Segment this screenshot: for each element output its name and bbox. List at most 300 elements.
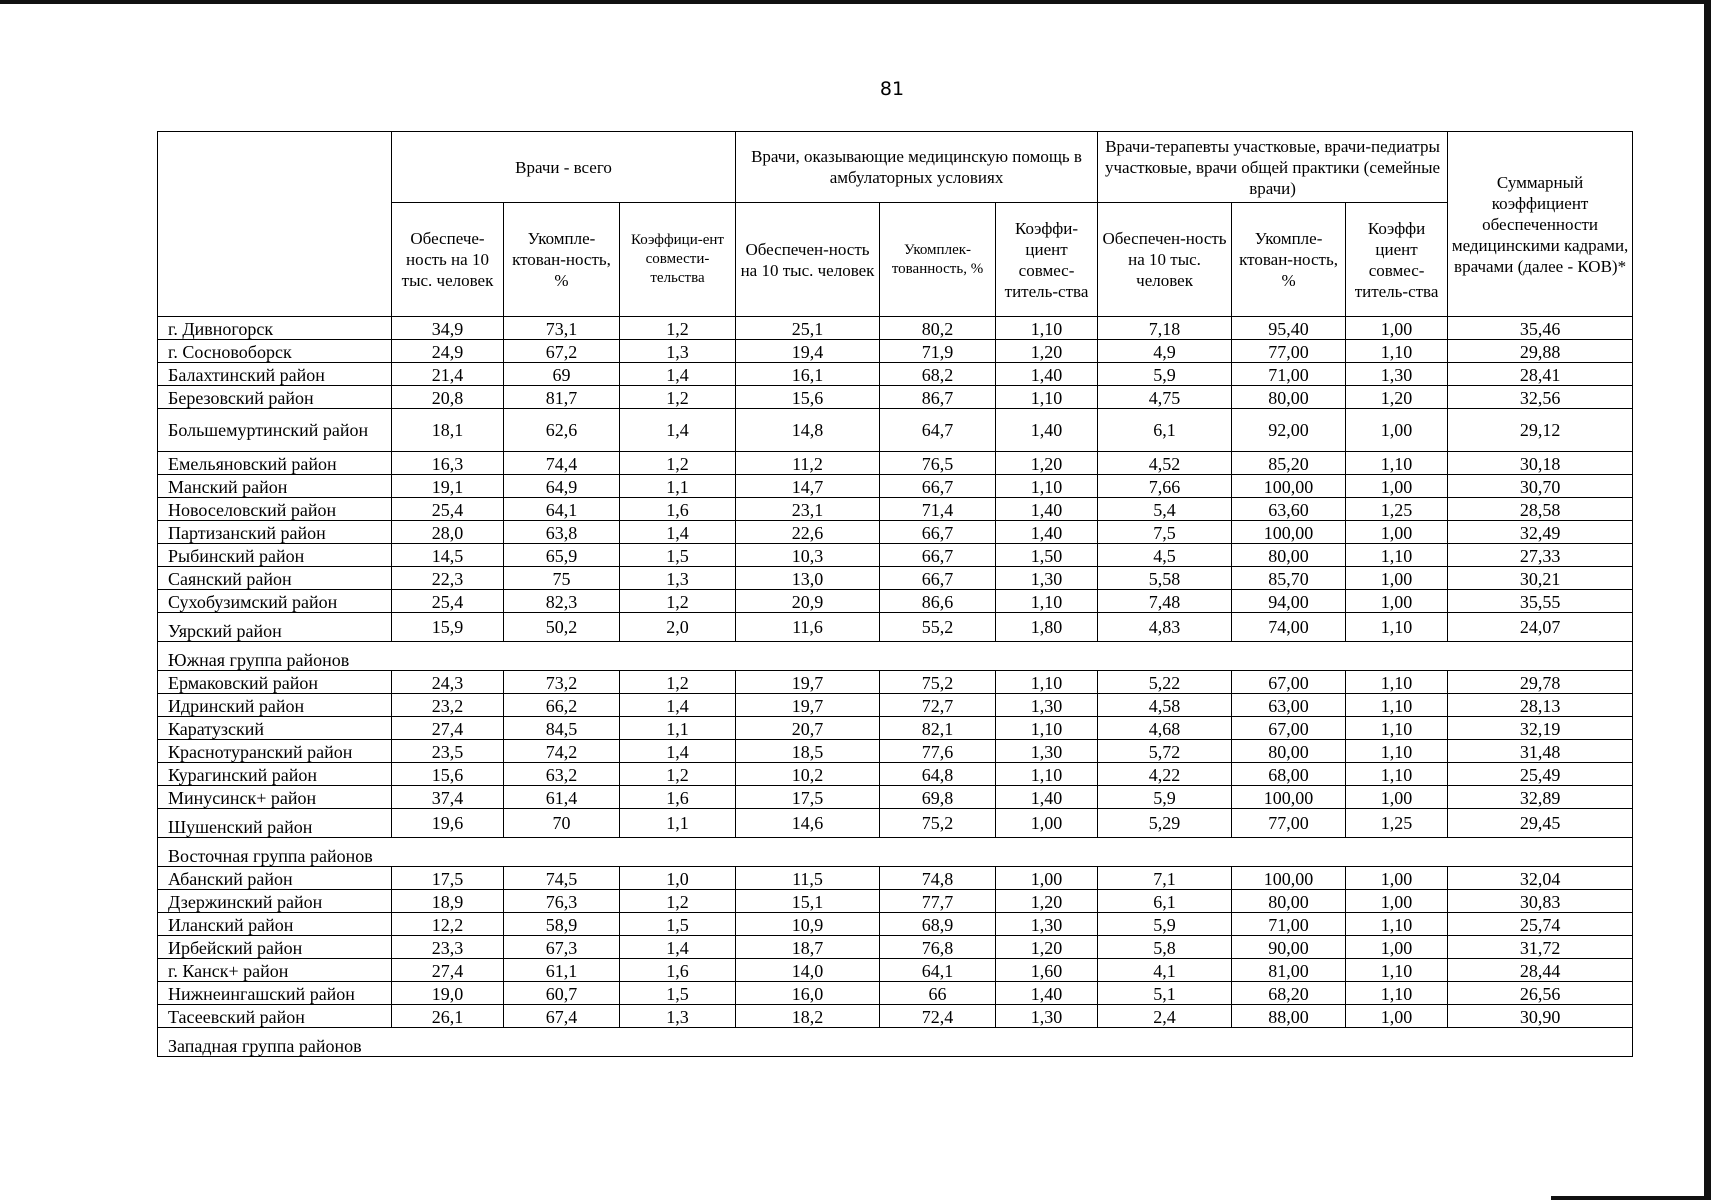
value-cell: 1,40: [996, 982, 1098, 1005]
value-cell: 17,5: [392, 867, 504, 890]
value-cell: 67,00: [1232, 717, 1346, 740]
value-cell: 18,7: [736, 936, 880, 959]
value-cell: 10,2: [736, 763, 880, 786]
table-row: [158, 671, 1633, 694]
value-cell: 1,00: [1346, 317, 1448, 340]
value-cell: 1,20: [996, 452, 1098, 475]
value-cell: 32,56: [1448, 386, 1633, 409]
value-cell: 7,48: [1098, 590, 1232, 613]
table-row: [158, 786, 1633, 809]
value-cell: 4,5: [1098, 544, 1232, 567]
value-cell: 50,2: [504, 613, 620, 642]
scan-edge-bottom: [1551, 1196, 1711, 1200]
value-cell: 1,1: [620, 809, 736, 838]
table-row: [158, 317, 1633, 340]
value-cell: 67,2: [504, 340, 620, 363]
value-cell: 67,4: [504, 1005, 620, 1028]
value-cell: 63,60: [1232, 498, 1346, 521]
value-cell: 1,60: [996, 959, 1098, 982]
table-row: [158, 544, 1633, 567]
value-cell: 24,3: [392, 671, 504, 694]
value-cell: 31,48: [1448, 740, 1633, 763]
value-cell: 85,20: [1232, 452, 1346, 475]
value-cell: 77,6: [880, 740, 996, 763]
header-ter-staffing: Укомпле-ктован-ность, %: [1232, 203, 1346, 317]
value-cell: 4,75: [1098, 386, 1232, 409]
value-cell: 1,4: [620, 740, 736, 763]
value-cell: 1,10: [1346, 982, 1448, 1005]
value-cell: 94,00: [1232, 590, 1346, 613]
table-row: [158, 409, 1633, 452]
value-cell: 80,00: [1232, 740, 1346, 763]
header-row-groups: [158, 132, 1633, 203]
value-cell: 25,74: [1448, 913, 1633, 936]
table-row: [158, 740, 1633, 763]
value-cell: 1,00: [1346, 936, 1448, 959]
value-cell: 81,7: [504, 386, 620, 409]
value-cell: 60,7: [504, 982, 620, 1005]
value-cell: 73,1: [504, 317, 620, 340]
value-cell: 7,18: [1098, 317, 1232, 340]
value-cell: 25,1: [736, 317, 880, 340]
value-cell: 1,10: [1346, 613, 1448, 642]
table-row: [158, 567, 1633, 590]
value-cell: 90,00: [1232, 936, 1346, 959]
table-row: [158, 890, 1633, 913]
value-cell: 23,1: [736, 498, 880, 521]
table-row: [158, 363, 1633, 386]
value-cell: 58,9: [504, 913, 620, 936]
header-amb-coefficient: Коэффи-циент совмес-титель-ства: [996, 203, 1098, 317]
value-cell: 19,4: [736, 340, 880, 363]
value-cell: 67,3: [504, 936, 620, 959]
value-cell: 1,40: [996, 363, 1098, 386]
group-row: [158, 838, 1633, 867]
value-cell: 4,1: [1098, 959, 1232, 982]
value-cell: 16,1: [736, 363, 880, 386]
value-cell: 5,58: [1098, 567, 1232, 590]
value-cell: 64,1: [504, 498, 620, 521]
value-cell: 64,7: [880, 409, 996, 452]
value-cell: 63,8: [504, 521, 620, 544]
value-cell: 1,2: [620, 590, 736, 613]
value-cell: 1,4: [620, 409, 736, 452]
value-cell: 69,8: [880, 786, 996, 809]
value-cell: 31,72: [1448, 936, 1633, 959]
value-cell: 1,00: [1346, 590, 1448, 613]
header-group-ambulatory: Врачи, оказывающие медицинскую помощь в амбулаторных условиях: [736, 132, 1098, 203]
header-kov: Суммарный коэффициент обеспеченности медицинскими кадрами, врачами (далее - КОВ)*: [1448, 132, 1633, 317]
value-cell: 68,00: [1232, 763, 1346, 786]
value-cell: 74,4: [504, 452, 620, 475]
value-cell: 1,30: [996, 740, 1098, 763]
header-all-staffing: Укомпле-ктован-ность, %: [504, 203, 620, 317]
district-name: Шушенский район: [158, 809, 392, 838]
value-cell: 61,1: [504, 959, 620, 982]
table-row: [158, 982, 1633, 1005]
value-cell: 1,30: [996, 913, 1098, 936]
table-row: [158, 613, 1633, 642]
value-cell: 1,2: [620, 890, 736, 913]
district-name: Уярский район: [158, 613, 392, 642]
value-cell: 1,6: [620, 498, 736, 521]
value-cell: 6,1: [1098, 409, 1232, 452]
value-cell: 34,9: [392, 317, 504, 340]
value-cell: 32,89: [1448, 786, 1633, 809]
value-cell: 66,7: [880, 567, 996, 590]
value-cell: 15,1: [736, 890, 880, 913]
table-row: [158, 521, 1633, 544]
value-cell: 4,9: [1098, 340, 1232, 363]
value-cell: 10,3: [736, 544, 880, 567]
table-row: [158, 475, 1633, 498]
value-cell: 5,4: [1098, 498, 1232, 521]
value-cell: 1,3: [620, 340, 736, 363]
value-cell: 14,7: [736, 475, 880, 498]
value-cell: 1,50: [996, 544, 1098, 567]
value-cell: 30,70: [1448, 475, 1633, 498]
value-cell: 1,10: [1346, 694, 1448, 717]
value-cell: 61,4: [504, 786, 620, 809]
value-cell: 7,1: [1098, 867, 1232, 890]
value-cell: 2,0: [620, 613, 736, 642]
value-cell: 1,10: [996, 386, 1098, 409]
value-cell: 19,1: [392, 475, 504, 498]
value-cell: 1,10: [996, 763, 1098, 786]
value-cell: 1,1: [620, 475, 736, 498]
district-name: Тасеевский район: [158, 1005, 392, 1028]
value-cell: 1,10: [1346, 913, 1448, 936]
value-cell: 22,6: [736, 521, 880, 544]
value-cell: 15,9: [392, 613, 504, 642]
value-cell: 27,33: [1448, 544, 1633, 567]
value-cell: 1,10: [1346, 959, 1448, 982]
value-cell: 1,10: [1346, 544, 1448, 567]
table-row: [158, 763, 1633, 786]
value-cell: 1,40: [996, 498, 1098, 521]
value-cell: 55,2: [880, 613, 996, 642]
value-cell: 5,29: [1098, 809, 1232, 838]
group-label: Южная группа районов: [158, 642, 1633, 671]
value-cell: 75,2: [880, 671, 996, 694]
value-cell: 77,00: [1232, 809, 1346, 838]
value-cell: 1,3: [620, 1005, 736, 1028]
value-cell: 1,20: [996, 340, 1098, 363]
value-cell: 23,5: [392, 740, 504, 763]
table-row: [158, 452, 1633, 475]
district-name: Большемуртинский район: [158, 409, 392, 452]
header-ter-provision: Обеспечен-ность на 10 тыс. человек: [1098, 203, 1232, 317]
value-cell: 7,66: [1098, 475, 1232, 498]
value-cell: 16,0: [736, 982, 880, 1005]
district-name: Краснотуранский район: [158, 740, 392, 763]
value-cell: 19,0: [392, 982, 504, 1005]
value-cell: 75,2: [880, 809, 996, 838]
value-cell: 28,0: [392, 521, 504, 544]
value-cell: 1,10: [1346, 452, 1448, 475]
value-cell: 88,00: [1232, 1005, 1346, 1028]
district-name: Курагинский район: [158, 763, 392, 786]
value-cell: 4,83: [1098, 613, 1232, 642]
value-cell: 72,7: [880, 694, 996, 717]
value-cell: 28,13: [1448, 694, 1633, 717]
value-cell: 1,00: [996, 809, 1098, 838]
value-cell: 5,22: [1098, 671, 1232, 694]
value-cell: 1,25: [1346, 809, 1448, 838]
value-cell: 86,6: [880, 590, 996, 613]
table-row: [158, 590, 1633, 613]
value-cell: 1,00: [1346, 890, 1448, 913]
value-cell: 1,00: [1346, 521, 1448, 544]
statistics-table: [157, 131, 1633, 1057]
value-cell: 1,10: [996, 671, 1098, 694]
value-cell: 74,5: [504, 867, 620, 890]
value-cell: 1,20: [996, 890, 1098, 913]
value-cell: 4,22: [1098, 763, 1232, 786]
value-cell: 1,5: [620, 982, 736, 1005]
header-empty-corner: [158, 132, 392, 317]
value-cell: 4,58: [1098, 694, 1232, 717]
value-cell: 18,1: [392, 409, 504, 452]
value-cell: 75: [504, 567, 620, 590]
district-name: Ирбейский район: [158, 936, 392, 959]
value-cell: 11,5: [736, 867, 880, 890]
group-row: [158, 642, 1633, 671]
value-cell: 29,12: [1448, 409, 1633, 452]
district-name: г. Канск+ район: [158, 959, 392, 982]
value-cell: 82,1: [880, 717, 996, 740]
value-cell: 72,4: [880, 1005, 996, 1028]
header-group-all-doctors: Врачи - всего: [392, 132, 736, 203]
value-cell: 95,40: [1232, 317, 1346, 340]
district-name: Дзержинский район: [158, 890, 392, 913]
value-cell: 66,7: [880, 521, 996, 544]
value-cell: 1,4: [620, 936, 736, 959]
value-cell: 82,3: [504, 590, 620, 613]
district-name: Новоселовский район: [158, 498, 392, 521]
value-cell: 11,6: [736, 613, 880, 642]
value-cell: 5,9: [1098, 363, 1232, 386]
value-cell: 1,6: [620, 786, 736, 809]
value-cell: 1,10: [996, 475, 1098, 498]
value-cell: 77,00: [1232, 340, 1346, 363]
value-cell: 35,55: [1448, 590, 1633, 613]
value-cell: 100,00: [1232, 786, 1346, 809]
value-cell: 1,0: [620, 867, 736, 890]
value-cell: 71,00: [1232, 913, 1346, 936]
value-cell: 25,49: [1448, 763, 1633, 786]
value-cell: 1,20: [996, 936, 1098, 959]
value-cell: 67,00: [1232, 671, 1346, 694]
value-cell: 68,9: [880, 913, 996, 936]
value-cell: 4,52: [1098, 452, 1232, 475]
value-cell: 18,2: [736, 1005, 880, 1028]
value-cell: 5,9: [1098, 913, 1232, 936]
value-cell: 19,6: [392, 809, 504, 838]
value-cell: 1,30: [996, 1005, 1098, 1028]
value-cell: 80,2: [880, 317, 996, 340]
value-cell: 26,1: [392, 1005, 504, 1028]
district-name: Манский район: [158, 475, 392, 498]
district-name: Емельяновский район: [158, 452, 392, 475]
value-cell: 15,6: [392, 763, 504, 786]
value-cell: 92,00: [1232, 409, 1346, 452]
header-all-coefficient: Коэффици-ент совмести-тельства: [620, 203, 736, 317]
header-amb-staffing: Укомплек-тованность, %: [880, 203, 996, 317]
value-cell: 1,10: [1346, 763, 1448, 786]
district-name: Рыбинский район: [158, 544, 392, 567]
scan-edge-right: [1704, 0, 1711, 1200]
value-cell: 84,5: [504, 717, 620, 740]
value-cell: 77,7: [880, 890, 996, 913]
value-cell: 76,8: [880, 936, 996, 959]
value-cell: 32,19: [1448, 717, 1633, 740]
district-name: Абанский район: [158, 867, 392, 890]
table-row: [158, 498, 1633, 521]
district-name: Саянский район: [158, 567, 392, 590]
district-name: Нижнеингашский район: [158, 982, 392, 1005]
value-cell: 27,4: [392, 959, 504, 982]
value-cell: 71,4: [880, 498, 996, 521]
value-cell: 30,18: [1448, 452, 1633, 475]
table-row: [158, 959, 1633, 982]
value-cell: 4,68: [1098, 717, 1232, 740]
value-cell: 1,10: [1346, 717, 1448, 740]
value-cell: 71,9: [880, 340, 996, 363]
value-cell: 12,2: [392, 913, 504, 936]
value-cell: 29,78: [1448, 671, 1633, 694]
group-row: [158, 1028, 1633, 1057]
value-cell: 1,20: [1346, 386, 1448, 409]
value-cell: 1,4: [620, 363, 736, 386]
value-cell: 1,2: [620, 671, 736, 694]
value-cell: 69: [504, 363, 620, 386]
value-cell: 80,00: [1232, 544, 1346, 567]
value-cell: 1,10: [1346, 340, 1448, 363]
value-cell: 1,00: [1346, 409, 1448, 452]
value-cell: 14,6: [736, 809, 880, 838]
value-cell: 21,4: [392, 363, 504, 386]
value-cell: 5,72: [1098, 740, 1232, 763]
value-cell: 1,10: [1346, 740, 1448, 763]
header-amb-provision: Обеспечен-ность на 10 тыс. человек: [736, 203, 880, 317]
value-cell: 86,7: [880, 386, 996, 409]
value-cell: 6,1: [1098, 890, 1232, 913]
value-cell: 76,3: [504, 890, 620, 913]
value-cell: 25,4: [392, 498, 504, 521]
value-cell: 1,80: [996, 613, 1098, 642]
district-name: Партизанский район: [158, 521, 392, 544]
value-cell: 27,4: [392, 717, 504, 740]
value-cell: 32,49: [1448, 521, 1633, 544]
value-cell: 80,00: [1232, 386, 1346, 409]
value-cell: 1,00: [1346, 1005, 1448, 1028]
value-cell: 30,21: [1448, 567, 1633, 590]
table-body: [158, 317, 1633, 1057]
value-cell: 74,00: [1232, 613, 1346, 642]
value-cell: 71,00: [1232, 363, 1346, 386]
value-cell: 1,2: [620, 386, 736, 409]
value-cell: 1,10: [1346, 671, 1448, 694]
value-cell: 1,4: [620, 694, 736, 717]
value-cell: 28,58: [1448, 498, 1633, 521]
value-cell: 1,4: [620, 521, 736, 544]
value-cell: 13,0: [736, 567, 880, 590]
value-cell: 64,1: [880, 959, 996, 982]
district-name: Идринский район: [158, 694, 392, 717]
value-cell: 24,07: [1448, 613, 1633, 642]
value-cell: 1,2: [620, 317, 736, 340]
value-cell: 5,1: [1098, 982, 1232, 1005]
page-number: 81: [879, 78, 905, 100]
table-row: [158, 340, 1633, 363]
value-cell: 28,41: [1448, 363, 1633, 386]
value-cell: 20,7: [736, 717, 880, 740]
district-name: Балахтинский район: [158, 363, 392, 386]
value-cell: 1,5: [620, 913, 736, 936]
value-cell: 19,7: [736, 694, 880, 717]
district-name: Минусинск+ район: [158, 786, 392, 809]
value-cell: 10,9: [736, 913, 880, 936]
value-cell: 24,9: [392, 340, 504, 363]
value-cell: 100,00: [1232, 475, 1346, 498]
value-cell: 1,30: [996, 694, 1098, 717]
value-cell: 66,2: [504, 694, 620, 717]
value-cell: 70: [504, 809, 620, 838]
value-cell: 1,40: [996, 521, 1098, 544]
table-row: [158, 386, 1633, 409]
value-cell: 7,5: [1098, 521, 1232, 544]
value-cell: 100,00: [1232, 867, 1346, 890]
district-name: г. Дивногорск: [158, 317, 392, 340]
district-name: Иланский район: [158, 913, 392, 936]
value-cell: 1,00: [996, 867, 1098, 890]
value-cell: 22,3: [392, 567, 504, 590]
value-cell: 5,9: [1098, 786, 1232, 809]
value-cell: 62,6: [504, 409, 620, 452]
district-name: Каратузский: [158, 717, 392, 740]
value-cell: 1,30: [1346, 363, 1448, 386]
district-name: г. Сосновоборск: [158, 340, 392, 363]
value-cell: 66,7: [880, 475, 996, 498]
value-cell: 23,2: [392, 694, 504, 717]
value-cell: 29,88: [1448, 340, 1633, 363]
value-cell: 68,20: [1232, 982, 1346, 1005]
value-cell: 1,10: [996, 317, 1098, 340]
value-cell: 1,40: [996, 409, 1098, 452]
value-cell: 68,2: [880, 363, 996, 386]
district-name: Березовский район: [158, 386, 392, 409]
value-cell: 1,2: [620, 763, 736, 786]
value-cell: 74,8: [880, 867, 996, 890]
value-cell: 2,4: [1098, 1005, 1232, 1028]
value-cell: 74,2: [504, 740, 620, 763]
value-cell: 29,45: [1448, 809, 1633, 838]
value-cell: 65,9: [504, 544, 620, 567]
value-cell: 14,5: [392, 544, 504, 567]
value-cell: 16,3: [392, 452, 504, 475]
table-row: [158, 717, 1633, 740]
value-cell: 35,46: [1448, 317, 1633, 340]
value-cell: 1,3: [620, 567, 736, 590]
scan-edge-top: [0, 0, 1711, 4]
value-cell: 1,25: [1346, 498, 1448, 521]
value-cell: 1,00: [1346, 567, 1448, 590]
value-cell: 1,40: [996, 786, 1098, 809]
value-cell: 32,04: [1448, 867, 1633, 890]
value-cell: 1,10: [996, 590, 1098, 613]
value-cell: 63,00: [1232, 694, 1346, 717]
